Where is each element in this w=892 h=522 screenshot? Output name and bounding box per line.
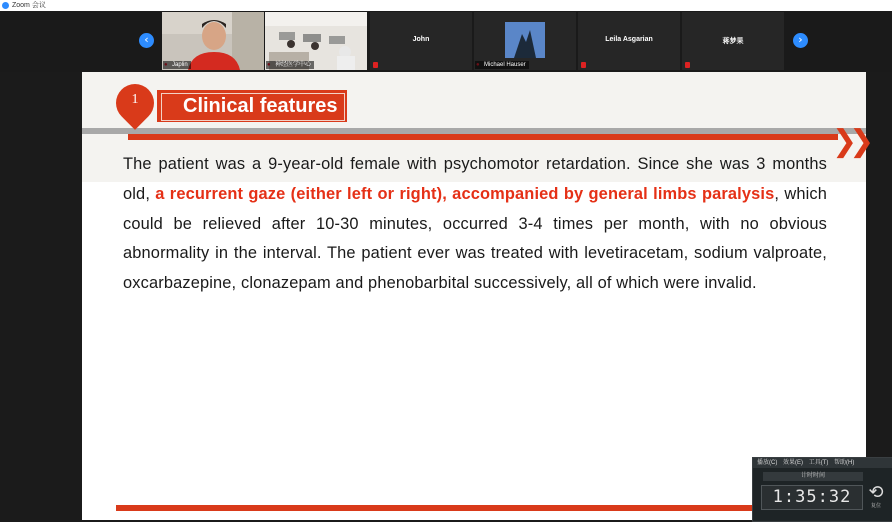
menu-item-effect[interactable]: 效果(E) — [783, 460, 804, 466]
menu-item-play[interactable]: 播放(C) — [757, 460, 778, 466]
reset-label[interactable]: 复位 — [870, 503, 881, 509]
reset-icon[interactable]: ⟲ — [868, 482, 884, 503]
double-chevron-icon: ❯❯ — [832, 124, 867, 159]
timer-widget — [752, 457, 892, 522]
video-tile-john[interactable] — [370, 12, 472, 70]
paragraph-text: The patient was a 9-year-old female with psychomotor retardation. Since she was 3 months old, — [123, 155, 827, 203]
zoom-logo-icon — [2, 2, 9, 9]
video-strip — [0, 11, 892, 72]
muted-mic-icon — [581, 62, 586, 68]
menu-item-help[interactable]: 帮助(H) — [834, 460, 855, 466]
muted-mic-icon — [685, 62, 690, 68]
window-title: Zoom 会议 — [12, 2, 46, 9]
menu-item-tools[interactable]: 工具(T) — [808, 460, 829, 466]
video-tile-leila-asgarian[interactable] — [578, 12, 680, 70]
timer-display: 1:35:32 — [761, 485, 863, 510]
participant-name: 蒋梦果 — [722, 38, 744, 45]
video-tile-neuro-center[interactable] — [265, 12, 367, 70]
video-tile-michael-hauser[interactable] — [474, 12, 576, 70]
section-number: 1 — [131, 92, 139, 107]
timer-menu-bar — [753, 458, 892, 468]
participant-name: Leila Asgarian — [605, 36, 653, 43]
slide-title-box — [157, 90, 347, 122]
participant-caption: Michael Hauser — [475, 61, 529, 69]
shared-slide — [82, 72, 866, 520]
prev-page-button[interactable]: ‹ — [139, 33, 154, 48]
timer-label: 计时时间 — [763, 472, 863, 481]
next-page-button[interactable]: › — [793, 33, 808, 48]
header-accent-bar — [128, 134, 838, 140]
paragraph-text: , which could be relieved after 10-30 minutes, occurred 3-4 times per month, with no obvious abnormality in the interval. The patient ever was treated with levetiracetam, sodium valproate, oxcarbazepine, clonazepam and phenobarbital successively, all of which were invalid. — [123, 184, 827, 293]
participant-caption: Japlin — [163, 61, 191, 69]
video-tile-jiang[interactable] — [682, 12, 784, 70]
window-title-bar — [0, 0, 892, 11]
paragraph-highlight: a recurrent gaze (either left or right), accompanied by general limbs paralysis — [155, 184, 775, 203]
slide-title: Clinical features — [183, 95, 338, 117]
muted-mic-icon — [373, 62, 378, 68]
slide-paragraph — [123, 150, 827, 299]
video-tile-japlin[interactable] — [162, 12, 264, 70]
participant-caption: 神经医学中心 — [266, 61, 314, 69]
participant-name: John — [412, 36, 430, 43]
